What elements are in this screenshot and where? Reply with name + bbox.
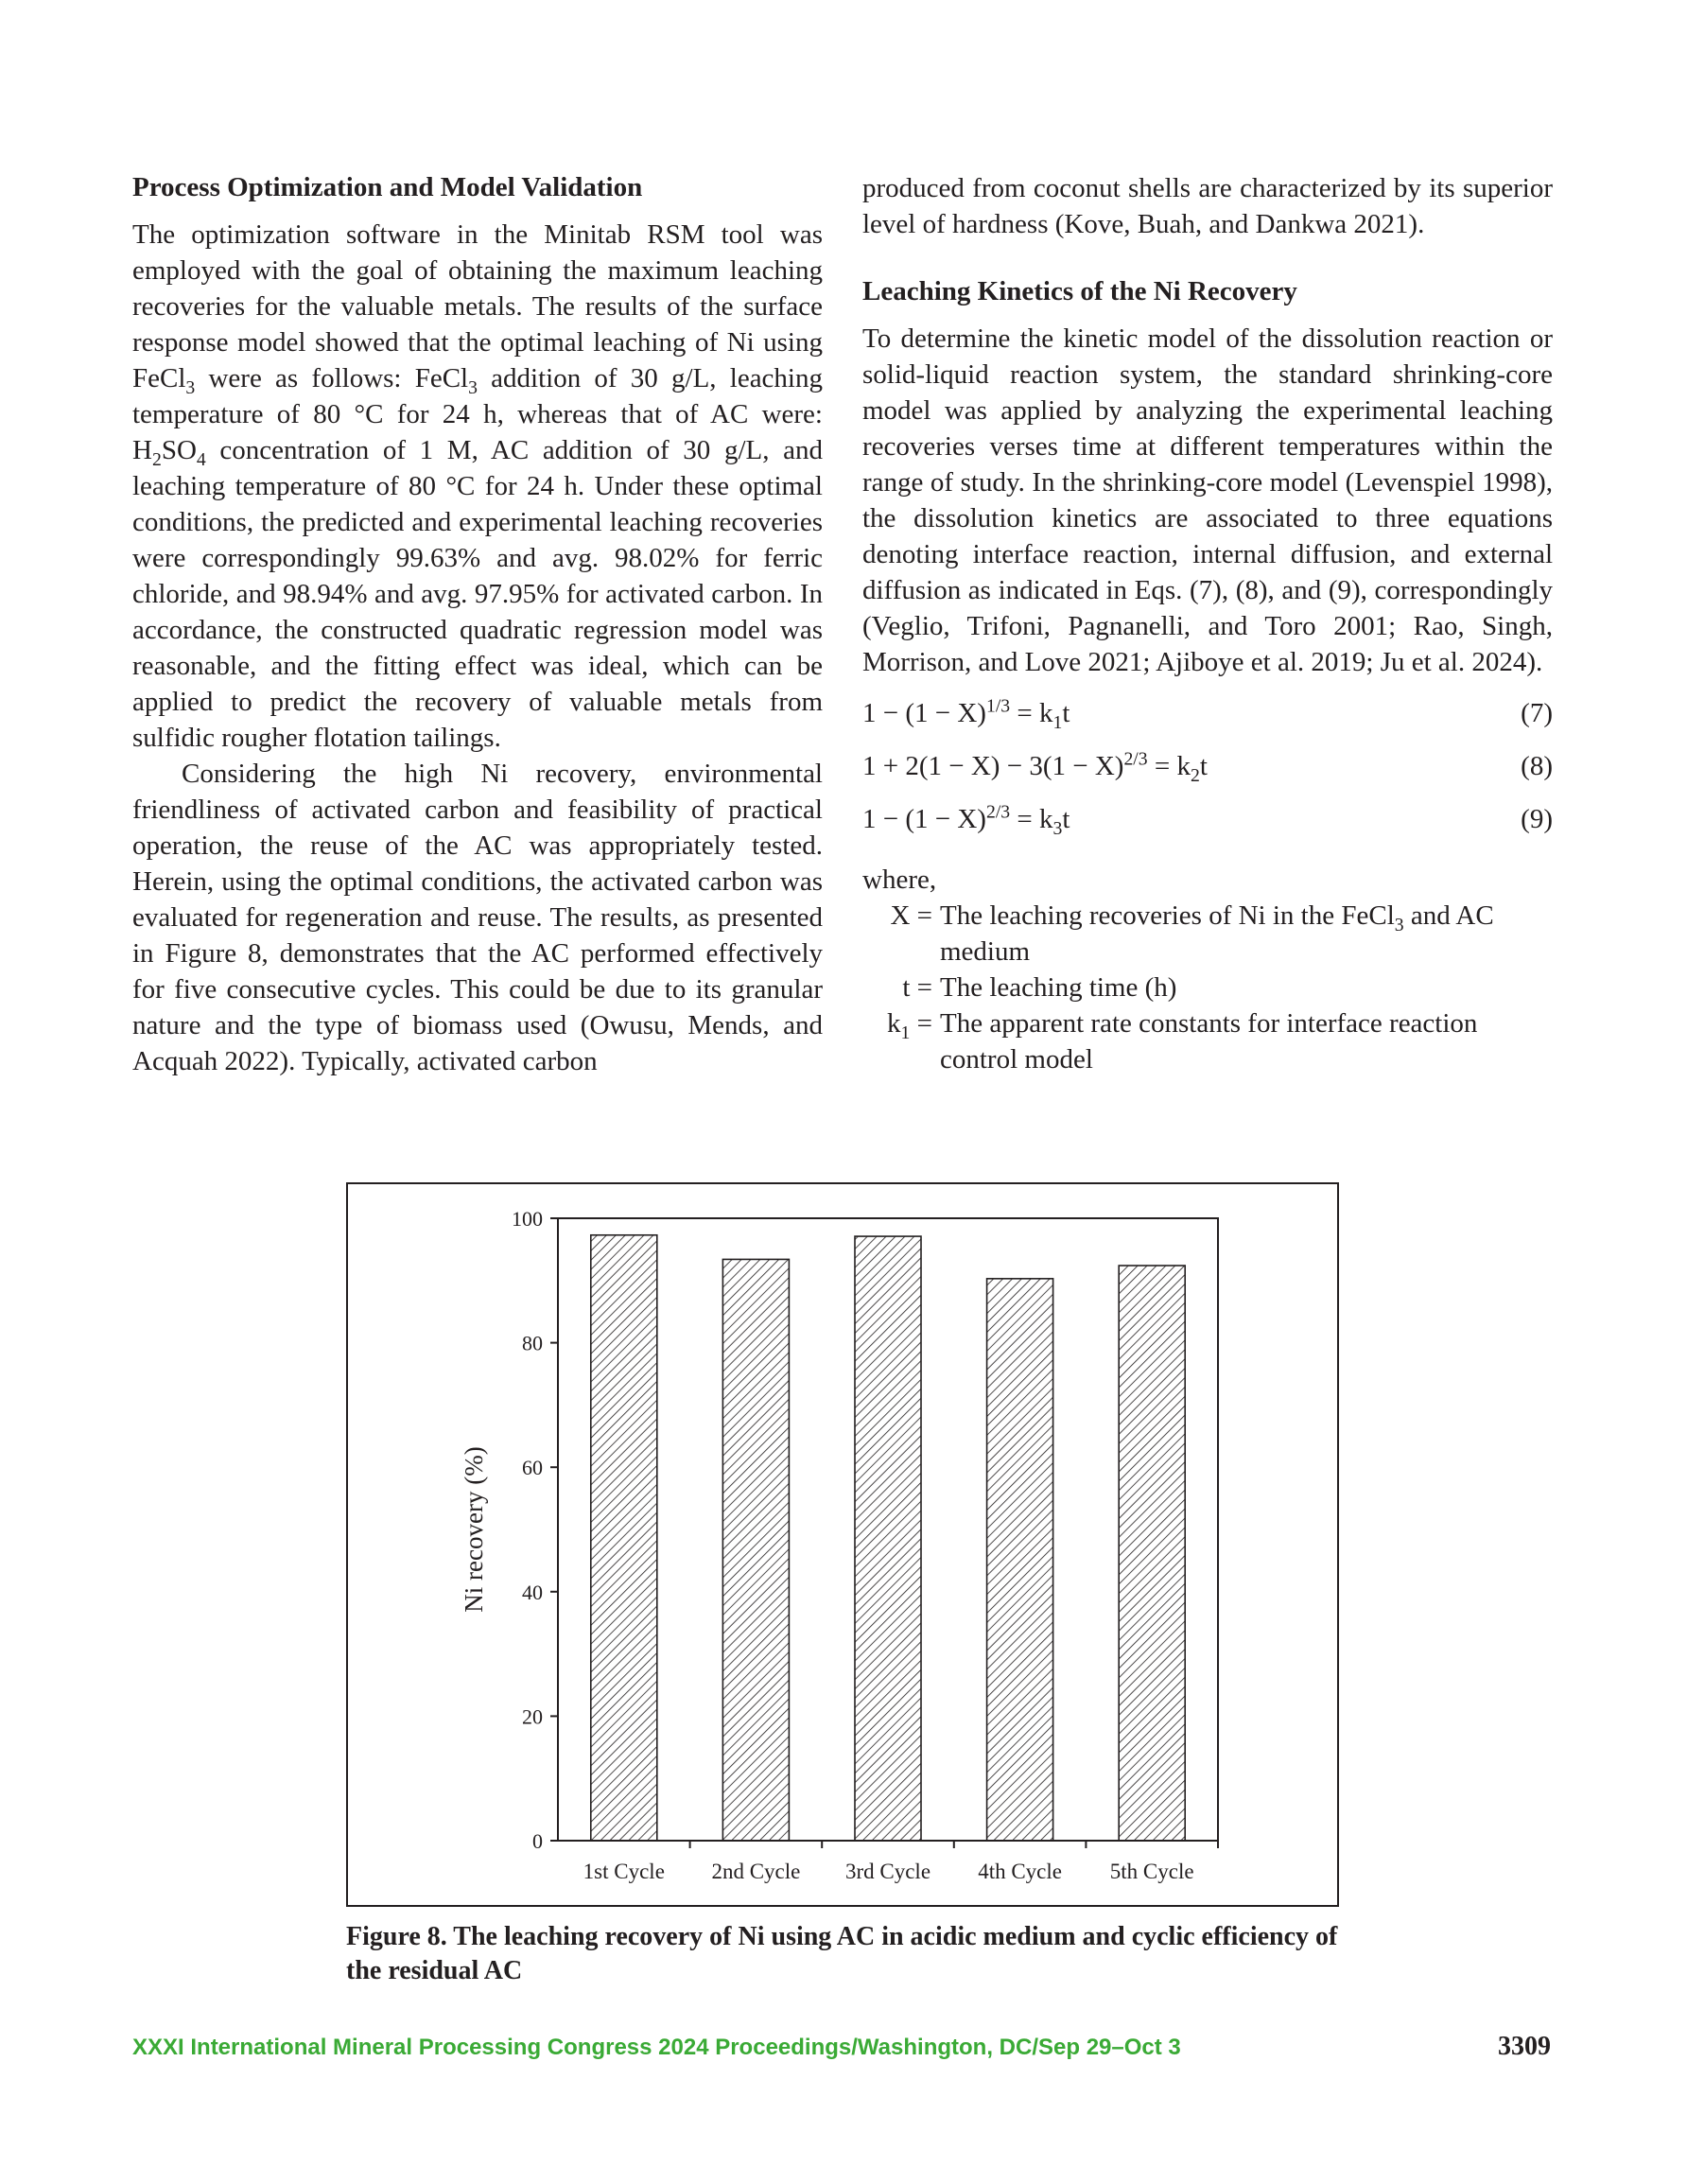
bar-4 <box>987 1279 1053 1841</box>
where-definitions <box>862 862 1553 1077</box>
bar-5 <box>1119 1266 1185 1841</box>
figure-caption: Figure 8. The leaching recovery of Ni using AC in acidic medium and cyclic efficiency of the residual AC <box>346 1922 1338 1985</box>
definition-x <box>862 898 1553 970</box>
y-tick-label: 80 <box>522 1331 543 1355</box>
equation-9 <box>862 801 1553 837</box>
definition-k1-symbol: $k_1$ = <box>887 1008 932 1043</box>
equation-8-number: (8) <box>1521 751 1553 781</box>
paragraph-continuation: produced from coconut shells are characterized by its superior level of hardness (Kove, Buah, and Dankwa 2021). <box>862 173 1553 239</box>
figure-8-chart-frame <box>346 1182 1339 1907</box>
paragraph-reuse: Considering the high Ni recovery, environmental friendliness of activated carbon and feasibility of practical operation, the reuse of the AC was appropriately tested. Herein, using the optimal conditions, the activated carbon was evaluated for regeneration and reuse. The results, as presented in Figure 8, demonstrates that the AC performed effectively for five consecutive cycles. This could be due to its granular nature and the type of biomass used (Owusu, Mends, and Acquah 2022). Typically, activated carbon <box>132 759 823 1076</box>
definition-t-symbol: t = <box>902 972 932 1003</box>
bar-2 <box>722 1259 789 1841</box>
definition-k1-text: The apparent rate constants for interface reaction control model <box>940 1008 1478 1075</box>
where-label: where, <box>862 865 937 895</box>
equation-8-body: $1 + 2(1 - X) - 3(1 - X)^{2/3} = k_2t$ <box>862 748 1208 786</box>
y-tick-label: 60 <box>522 1456 543 1480</box>
equation-7 <box>862 695 1553 731</box>
definition-k1 <box>862 1005 1553 1077</box>
equation-8 <box>862 748 1553 784</box>
section-heading-leaching-kinetics: Leaching Kinetics of the Ni Recovery <box>862 276 1297 306</box>
definition-t-text: The leaching time (h) <box>940 972 1177 1003</box>
x-tick-label: 5th Cycle <box>1109 1860 1194 1883</box>
bar-1 <box>591 1235 657 1841</box>
paragraph-optimization: The optimization software in the Minitab RSM tool was employed with the goal of obtaining the maximum leaching recoveries for the valuable metals. The results of the surface response model showed that the optimal leaching of Ni using FeCl$_3$ were as follows: FeCl$_3$ addition of 30 g/L, leaching temperature of 80 °C for 24 h, whereas that of AC were: $H_2SO_4$ concentration of 1 M, AC addition of 30 g/L, and leaching temperature of 80 °C for 24 h. Under these optimal conditions, the predicted and experimental leaching recoveries were correspondingly 99.63% and avg. 98.02% for ferric chloride, and 98.94% and avg. 97.95% for activated carbon. In accordance, the constructed quadratic regression model was reasonable, and the fitting effect was ideal, which can be applied to predict the recovery of valuable metals from sulfidic rougher flotation tailings. <box>132 219 823 753</box>
x-tick-label: 1st Cycle <box>583 1860 665 1883</box>
equation-9-number: (9) <box>1521 804 1553 834</box>
bar-3 <box>855 1236 921 1841</box>
y-tick-label: 20 <box>522 1704 543 1729</box>
footer-proceedings: XXXI International Mineral Processing Congress 2024 Proceedings/Washington, DC/Sep 29–Oct 3 <box>132 2035 1181 2060</box>
y-tick-label: 0 <box>532 1829 543 1853</box>
left-column <box>132 170 823 1079</box>
definition-x-symbol: X = <box>890 900 932 931</box>
y-tick-label: 100 <box>512 1207 543 1231</box>
equation-7-number: (7) <box>1521 698 1553 728</box>
page-number: 3309 <box>1498 2032 1551 2061</box>
paragraph-kinetics: To determine the kinetic model of the dissolution reaction or solid-liquid reaction system, the standard shrinking-core model was applied by analyzing the experimental leaching recoveries verses time at different temperatures within the range of study. In the shrinking-core model (Levenspiel 1998), the dissolution kinetics are associated to three equations denoting interface reaction, internal diffusion, and external diffusion as indicated in Eqs. (7), (8), and (9), correspondingly (Veglio, Trifoni, Pagnanelli, and Toro 2001; Rao, Singh, Morrison, and Love 2021; Ajiboye et al. 2019; Ju et al. 2024). <box>862 323 1553 677</box>
y-tick-label: 40 <box>522 1580 543 1604</box>
x-tick-label: 3rd Cycle <box>844 1860 931 1883</box>
right-column <box>862 170 1553 1077</box>
equation-block <box>862 695 1553 837</box>
y-axis-label: Ni recovery (%) <box>460 1446 488 1613</box>
definition-t <box>862 970 1553 1005</box>
x-tick-label: 4th Cycle <box>978 1860 1062 1883</box>
equation-9-body: $1 - (1 - X)^{2/3} = k_3t$ <box>862 801 1070 839</box>
section-heading-process-optimization: Process Optimization and Model Validation <box>132 172 643 202</box>
page-footer <box>132 2032 1551 2062</box>
equation-7-body: $1 - (1 - X)^{1/3} = k_1t$ <box>862 695 1070 733</box>
bar-chart <box>348 1184 1337 1905</box>
definition-x-text: The leaching recoveries of Ni in the FeCl$_3$ and AC medium <box>940 900 1494 967</box>
x-tick-label: 2nd Cycle <box>711 1860 801 1883</box>
